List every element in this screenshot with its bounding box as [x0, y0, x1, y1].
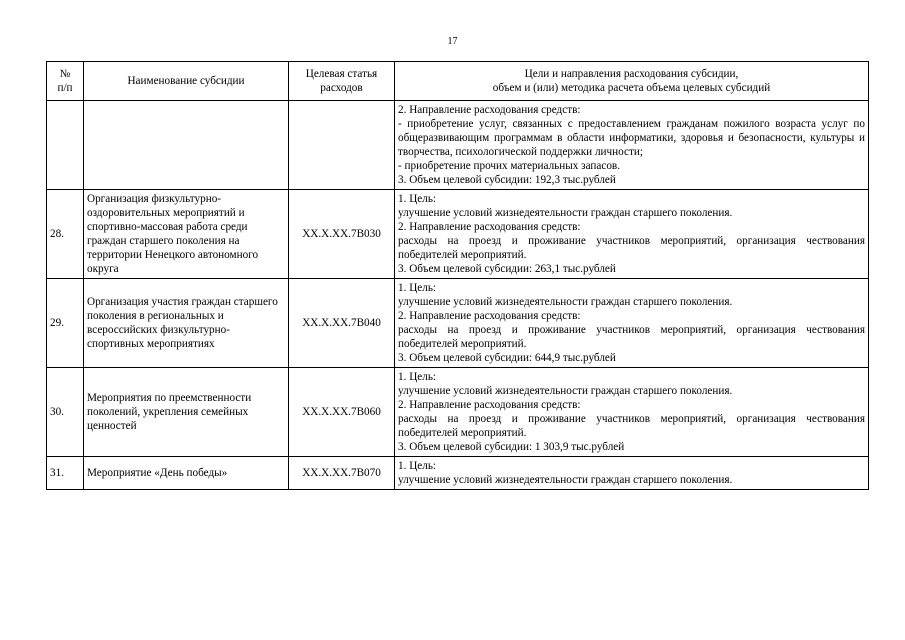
subsidy-name: Организация физкультурно-оздоровительных мероприятий и спортивно-массовая работа среди граждан старшего поколения на территории Ненецкого автономного округа	[84, 190, 289, 279]
goal-line: 3. Объем целевой субсидии: 263,1 тыс.рублей	[398, 263, 616, 275]
goal-line: расходы на проезд и проживание участников мероприятий, организация чествования победителей мероприятий.	[398, 324, 865, 350]
goal-line: 2. Направление расходования средств:	[398, 399, 581, 411]
row-number	[47, 101, 84, 190]
goal-line: 3. Объем целевой субсидии: 1 303,9 тыс.рублей	[398, 441, 625, 453]
table-row	[47, 279, 869, 368]
goal-line: расходы на проезд и проживание участников мероприятий, организация чествования победителей мероприятий.	[398, 413, 865, 439]
goal-line: 1. Цель:	[398, 460, 437, 472]
header-goals	[395, 62, 869, 101]
subsidy-table	[46, 61, 869, 490]
subsidy-name: Мероприятие «День победы»	[84, 457, 289, 490]
goal-line: 1. Цель:	[398, 193, 437, 205]
table-header-row	[47, 62, 869, 101]
header-goals-line-1: Цели и направления расходования субсидии,	[524, 68, 739, 80]
header-num-line-2: п/п	[57, 82, 73, 94]
target-article: ХХ.Х.ХХ.7В030	[289, 190, 395, 279]
goal-line: 2. Направление расходования средств:	[398, 221, 581, 233]
goal-line: 1. Цель:	[398, 371, 437, 383]
goal-line: 2. Направление расходования средств:	[398, 104, 581, 116]
subsidy-goals	[395, 368, 869, 457]
goal-line: - приобретение услуг, связанных с предоставлением гражданам пожилого возраста услуг по общеразвивающим программам в области информатики, здоровья и безопасности, культуры и творчества, психологической поддержки личности;	[398, 118, 865, 158]
goal-line: расходы на проезд и проживание участников мероприятий, организация чествования победителей мероприятий.	[398, 235, 865, 261]
target-article: ХХ.Х.ХХ.7В060	[289, 368, 395, 457]
goal-line: улучшение условий жизнедеятельности граждан старшего поколения.	[398, 385, 733, 397]
header-goals-line-2: объем и (или) методика расчета объема целевых субсидий	[492, 82, 771, 94]
target-article: ХХ.Х.ХХ.7В040	[289, 279, 395, 368]
header-num	[47, 62, 84, 101]
subsidy-name	[84, 101, 289, 190]
goal-line: улучшение условий жизнедеятельности граждан старшего поколения.	[398, 474, 733, 486]
table-row	[47, 101, 869, 190]
header-name: Наименование субсидии	[84, 62, 289, 101]
table-row	[47, 368, 869, 457]
subsidy-goals	[395, 279, 869, 368]
header-article-line-1: Целевая статья	[305, 68, 378, 80]
row-number: 29.	[47, 279, 84, 368]
row-number: 28.	[47, 190, 84, 279]
row-number: 30.	[47, 368, 84, 457]
goal-line: 3. Объем целевой субсидии: 192,3 тыс.рублей	[398, 174, 616, 186]
target-article: ХХ.Х.ХХ.7В070	[289, 457, 395, 490]
subsidy-name: Мероприятия по преемственности поколений, укрепления семейных ценностей	[84, 368, 289, 457]
goal-line: улучшение условий жизнедеятельности граждан старшего поколения.	[398, 207, 733, 219]
subsidy-goals	[395, 457, 869, 490]
table-row	[47, 457, 869, 490]
header-article	[289, 62, 395, 101]
header-article-line-2: расходов	[320, 82, 363, 94]
header-num-line-1: №	[59, 68, 71, 80]
goal-line: улучшение условий жизнедеятельности граждан старшего поколения.	[398, 296, 733, 308]
subsidy-name: Организация участия граждан старшего поколения в региональных и всероссийских физкультурно-спортивных мероприятиях	[84, 279, 289, 368]
goal-line: 2. Направление расходования средств:	[398, 310, 581, 322]
target-article	[289, 101, 395, 190]
goal-line: - приобретение прочих материальных запасов.	[398, 160, 621, 172]
page-number: 17	[447, 36, 458, 47]
subsidy-goals	[395, 190, 869, 279]
goal-line: 1. Цель:	[398, 282, 437, 294]
subsidy-goals	[395, 101, 869, 190]
goal-line: 3. Объем целевой субсидии: 644,9 тыс.рублей	[398, 352, 616, 364]
table-row	[47, 190, 869, 279]
row-number: 31.	[47, 457, 84, 490]
